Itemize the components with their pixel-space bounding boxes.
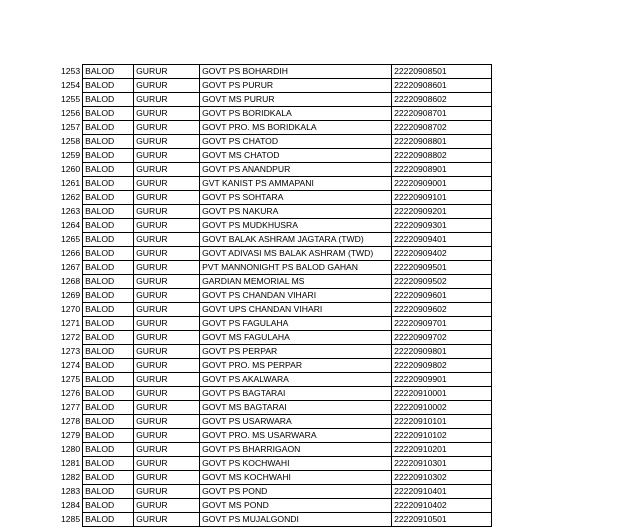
district-cell: BALOD [83,247,134,261]
district-cell: BALOD [83,219,134,233]
udise-code-cell: 22220909802 [392,359,492,373]
table-row [59,233,492,247]
table-row [59,303,492,317]
udise-code-cell: 22220908501 [392,65,492,79]
district-cell: BALOD [83,359,134,373]
school-table [59,64,492,527]
school-name-cell: GOVT PS CHANDAN VIHARI [200,289,392,303]
block-cell: GURUR [134,429,200,443]
row-number-cell: 1270 [59,303,83,317]
block-cell: GURUR [134,401,200,415]
udise-code-cell: 22220909901 [392,373,492,387]
udise-code-cell: 22220909301 [392,219,492,233]
udise-code-cell: 22220908801 [392,135,492,149]
block-cell: GURUR [134,107,200,121]
school-name-cell: GOVT ADIVASI MS BALAK ASHRAM (TWD) [200,247,392,261]
row-number-cell: 1262 [59,191,83,205]
block-cell: GURUR [134,387,200,401]
district-cell: BALOD [83,415,134,429]
district-cell: BALOD [83,471,134,485]
school-name-cell: GOVT UPS CHANDAN VIHARI [200,303,392,317]
udise-code-cell: 22220910101 [392,415,492,429]
table-row [59,205,492,219]
table-row [59,289,492,303]
udise-code-cell: 22220909702 [392,331,492,345]
table-row [59,471,492,485]
udise-code-cell: 22220910301 [392,457,492,471]
udise-code-cell: 22220909502 [392,275,492,289]
table-row [59,457,492,471]
udise-code-cell: 22220909601 [392,289,492,303]
udise-code-cell: 22220908602 [392,93,492,107]
district-cell: BALOD [83,149,134,163]
block-cell: GURUR [134,121,200,135]
district-cell: BALOD [83,261,134,275]
udise-code-cell: 22220910402 [392,499,492,513]
row-number-cell: 1285 [59,513,83,527]
row-number-cell: 1274 [59,359,83,373]
row-number-cell: 1258 [59,135,83,149]
row-number-cell: 1253 [59,65,83,79]
table-row [59,107,492,121]
block-cell: GURUR [134,191,200,205]
school-name-cell: GOVT MS KOCHWAHI [200,471,392,485]
school-name-cell: GOVT PS MUJALGONDI [200,513,392,527]
table-row [59,485,492,499]
table-row [59,499,492,513]
school-name-cell: GOVT PRO. MS PERPAR [200,359,392,373]
table-row [59,345,492,359]
table-row [59,429,492,443]
udise-code-cell: 22220909701 [392,317,492,331]
table-row [59,317,492,331]
row-number-cell: 1266 [59,247,83,261]
district-cell: BALOD [83,373,134,387]
udise-code-cell: 22220909801 [392,345,492,359]
table-row [59,135,492,149]
school-name-cell: GOVT PS MUDKHUSRA [200,219,392,233]
district-cell: BALOD [83,65,134,79]
school-table-body [59,65,492,527]
udise-code-cell: 22220909501 [392,261,492,275]
row-number-cell: 1275 [59,373,83,387]
table-row [59,261,492,275]
udise-code-cell: 22220909001 [392,177,492,191]
udise-code-cell: 22220910002 [392,401,492,415]
block-cell: GURUR [134,471,200,485]
row-number-cell: 1282 [59,471,83,485]
udise-code-cell: 22220909602 [392,303,492,317]
district-cell: BALOD [83,163,134,177]
block-cell: GURUR [134,93,200,107]
row-number-cell: 1256 [59,107,83,121]
table-row [59,149,492,163]
block-cell: GURUR [134,373,200,387]
school-name-cell: GOVT PS KOCHWAHI [200,457,392,471]
table-row [59,219,492,233]
block-cell: GURUR [134,79,200,93]
block-cell: GURUR [134,135,200,149]
district-cell: BALOD [83,135,134,149]
udise-code-cell: 22220910401 [392,485,492,499]
table-row [59,163,492,177]
block-cell: GURUR [134,163,200,177]
district-cell: BALOD [83,93,134,107]
table-row [59,79,492,93]
udise-code-cell: 22220910501 [392,513,492,527]
row-number-cell: 1281 [59,457,83,471]
table-row [59,415,492,429]
school-name-cell: GOVT PS FAGULAHA [200,317,392,331]
block-cell: GURUR [134,499,200,513]
row-number-cell: 1264 [59,219,83,233]
district-cell: BALOD [83,513,134,527]
row-number-cell: 1273 [59,345,83,359]
school-name-cell: GOVT MS FAGULAHA [200,331,392,345]
block-cell: GURUR [134,149,200,163]
district-cell: BALOD [83,107,134,121]
district-cell: BALOD [83,457,134,471]
school-name-cell: GOVT MS PURUR [200,93,392,107]
school-name-cell: GOVT PS BHARRIGAON [200,443,392,457]
row-number-cell: 1267 [59,261,83,275]
row-number-cell: 1279 [59,429,83,443]
district-cell: BALOD [83,499,134,513]
udise-code-cell: 22220910201 [392,443,492,457]
school-name-cell: GOVT PS PERPAR [200,345,392,359]
block-cell: GURUR [134,65,200,79]
row-number-cell: 1271 [59,317,83,331]
district-cell: BALOD [83,191,134,205]
table-row [59,331,492,345]
school-name-cell: GOVT PS PURUR [200,79,392,93]
udise-code-cell: 22220909201 [392,205,492,219]
block-cell: GURUR [134,205,200,219]
school-name-cell: GVT KANIST PS AMMAPANI [200,177,392,191]
block-cell: GURUR [134,219,200,233]
school-name-cell: GOVT PS NAKURA [200,205,392,219]
district-cell: BALOD [83,331,134,345]
school-name-cell: GOVT MS CHATOD [200,149,392,163]
district-cell: BALOD [83,289,134,303]
row-number-cell: 1283 [59,485,83,499]
school-name-cell: GOVT PS CHATOD [200,135,392,149]
block-cell: GURUR [134,233,200,247]
row-number-cell: 1277 [59,401,83,415]
row-number-cell: 1280 [59,443,83,457]
school-name-cell: GOVT PS POND [200,485,392,499]
school-name-cell: GOVT PS BOHARDIH [200,65,392,79]
row-number-cell: 1257 [59,121,83,135]
udise-code-cell: 22220910102 [392,429,492,443]
district-cell: BALOD [83,205,134,219]
row-number-cell: 1265 [59,233,83,247]
district-cell: BALOD [83,233,134,247]
block-cell: GURUR [134,317,200,331]
school-name-cell: GOVT PS USARWARA [200,415,392,429]
row-number-cell: 1263 [59,205,83,219]
row-number-cell: 1269 [59,289,83,303]
block-cell: GURUR [134,359,200,373]
table-row [59,513,492,527]
table-row [59,443,492,457]
udise-code-cell: 22220908601 [392,79,492,93]
table-row [59,275,492,289]
district-cell: BALOD [83,275,134,289]
table-row [59,191,492,205]
school-name-cell: GOVT BALAK ASHRAM JAGTARA (TWD) [200,233,392,247]
table-row [59,177,492,191]
school-name-cell: PVT MANNONIGHT PS BALOD GAHAN [200,261,392,275]
school-name-cell: GOVT MS POND [200,499,392,513]
block-cell: GURUR [134,443,200,457]
block-cell: GURUR [134,345,200,359]
udise-code-cell: 22220910302 [392,471,492,485]
district-cell: BALOD [83,387,134,401]
school-name-cell: GOVT PS BAGTARAI [200,387,392,401]
school-name-cell: GARDIAN MEMORIAL MS [200,275,392,289]
block-cell: GURUR [134,247,200,261]
school-name-cell: GOVT PS SOHTARA [200,191,392,205]
row-number-cell: 1272 [59,331,83,345]
block-cell: GURUR [134,331,200,345]
district-cell: BALOD [83,79,134,93]
school-name-cell: GOVT MS BAGTARAI [200,401,392,415]
district-cell: BALOD [83,345,134,359]
district-cell: BALOD [83,401,134,415]
table-row [59,247,492,261]
table-row [59,359,492,373]
district-cell: BALOD [83,443,134,457]
school-name-cell: GOVT PS ANANDPUR [200,163,392,177]
udise-code-cell: 22220909402 [392,247,492,261]
block-cell: GURUR [134,415,200,429]
row-number-cell: 1278 [59,415,83,429]
block-cell: GURUR [134,289,200,303]
block-cell: GURUR [134,275,200,289]
district-cell: BALOD [83,485,134,499]
block-cell: GURUR [134,485,200,499]
school-name-cell: GOVT PS AKALWARA [200,373,392,387]
table-row [59,401,492,415]
block-cell: GURUR [134,513,200,527]
table-row [59,121,492,135]
block-cell: GURUR [134,177,200,191]
row-number-cell: 1268 [59,275,83,289]
row-number-cell: 1254 [59,79,83,93]
udise-code-cell: 22220910001 [392,387,492,401]
district-cell: BALOD [83,177,134,191]
row-number-cell: 1260 [59,163,83,177]
block-cell: GURUR [134,261,200,275]
district-cell: BALOD [83,317,134,331]
row-number-cell: 1259 [59,149,83,163]
table-row [59,65,492,79]
udise-code-cell: 22220908802 [392,149,492,163]
udise-code-cell: 22220908701 [392,107,492,121]
table-row [59,93,492,107]
school-name-cell: GOVT PRO. MS BORIDKALA [200,121,392,135]
school-table-sheet [59,64,492,527]
district-cell: BALOD [83,121,134,135]
row-number-cell: 1255 [59,93,83,107]
row-number-cell: 1284 [59,499,83,513]
udise-code-cell: 22220908901 [392,163,492,177]
block-cell: GURUR [134,457,200,471]
row-number-cell: 1276 [59,387,83,401]
udise-code-cell: 22220909401 [392,233,492,247]
district-cell: BALOD [83,429,134,443]
row-number-cell: 1261 [59,177,83,191]
school-name-cell: GOVT PRO. MS USARWARA [200,429,392,443]
table-row [59,387,492,401]
udise-code-cell: 22220909101 [392,191,492,205]
block-cell: GURUR [134,303,200,317]
district-cell: BALOD [83,303,134,317]
table-row [59,373,492,387]
udise-code-cell: 22220908702 [392,121,492,135]
school-name-cell: GOVT PS BORIDKALA [200,107,392,121]
